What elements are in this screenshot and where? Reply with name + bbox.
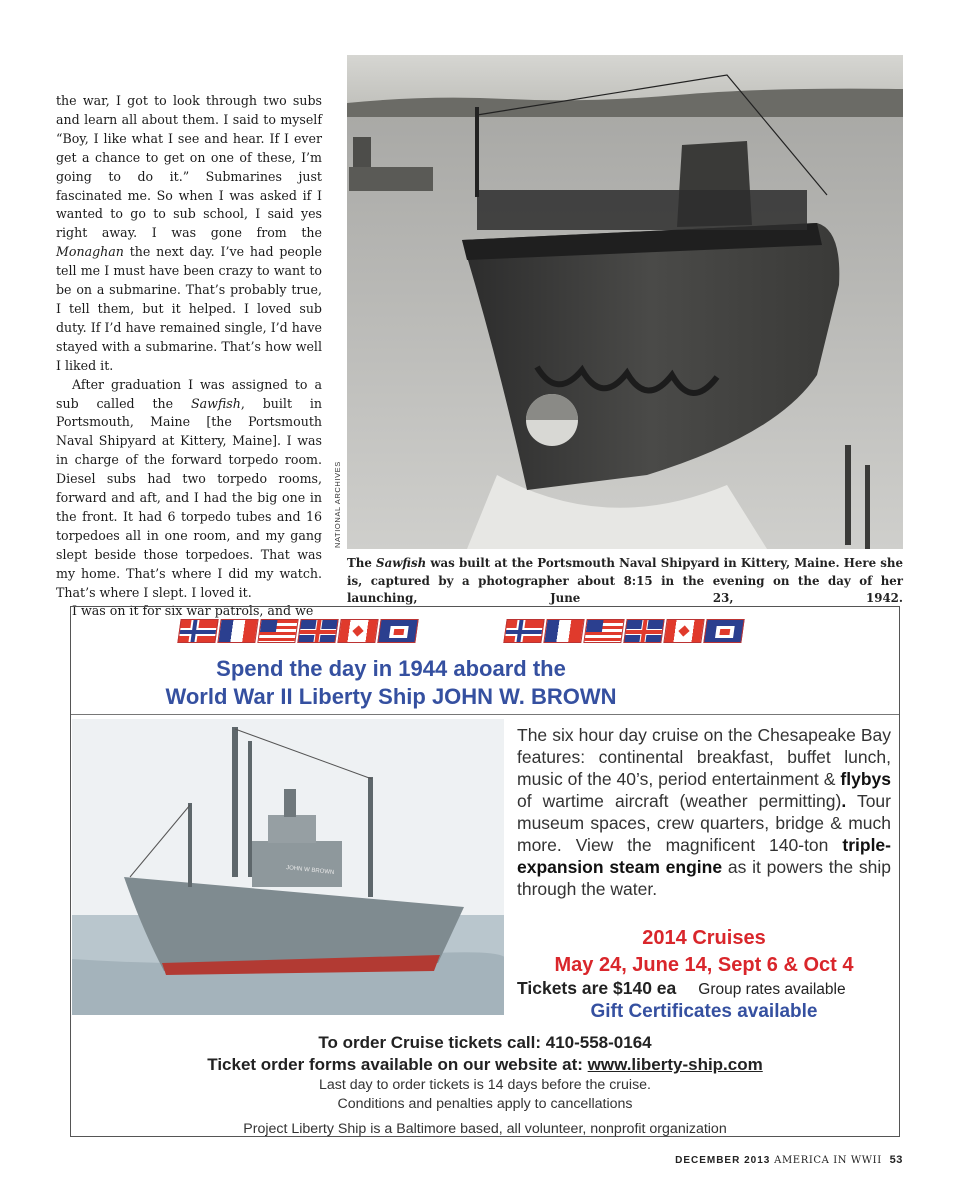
conditions-note: Conditions and penalties apply to cancellations	[337, 1096, 633, 1112]
norway-flag-icon	[503, 619, 544, 643]
cruises-title: 2014 Cruises	[642, 927, 766, 949]
ad-divider	[71, 714, 899, 715]
article-paragraph: I was on it for six war patrols, and we	[72, 603, 314, 619]
norway-flag-icon	[177, 619, 218, 643]
caption-ship-name: Sawfish	[376, 556, 427, 570]
flag-banner-left	[179, 619, 417, 643]
page-footer	[675, 1154, 903, 1166]
uk-flag-icon	[297, 619, 338, 643]
canada-flag-icon	[337, 619, 378, 643]
usa-flag-icon	[257, 619, 298, 643]
page-number: 53	[889, 1154, 903, 1166]
naval-ensign-icon	[377, 619, 418, 643]
liberty-ship-advertisement	[70, 606, 900, 1137]
photo-caption: The Sawfish was built at the Portsmouth Naval Shipyard in Kittery, Maine. Here she is, captured by a photographer about 8:15 in the evening on the day of her launching, June 23, 1942.	[347, 556, 904, 605]
hull-name-label: JOHN W BROWN	[285, 865, 335, 877]
submarine-photo-illustration	[347, 55, 903, 549]
ship-name: Monaghan	[56, 244, 124, 260]
issue-date: DECEMBER 2013	[675, 1155, 771, 1166]
cruise-dates: May 24, June 14, Sept 6 & Oct 4	[554, 954, 854, 976]
website-link[interactable]: www.liberty-ship.com	[587, 1055, 763, 1074]
cruise-schedule	[517, 925, 891, 979]
order-phone: To order Cruise tickets call: 410-558-0164	[318, 1033, 652, 1052]
article-paragraph: After graduation I was assigned to a sub called the Sawfish, built in Portsmouth, Maine [the Portsmouth Naval Shipyard at Kittery, Maine]. I was in charge of the forward torpedo room. Diesel subs had two torpedo rooms, forward and aft, and I had the big one in the front. It had 6 torpedo tubes and 16 torpedoes all in one room, and my gang slept beside those torpedoes. That was my home. That’s where I did my watch. That’s where I slept. I loved it.	[56, 376, 322, 600]
sawfish-launch-photo	[347, 55, 903, 549]
gift-certificates: Gift Certificates available	[590, 1001, 818, 1022]
order-info	[71, 1032, 899, 1139]
ship-name: Sawfish	[190, 395, 241, 411]
cruise-description: The six hour day cruise on the Chesapeake Bay features: continental breakfast, buffet lunch, music of the 40’s, period entertainment & flybys of wartime aircraft (weather permitting). Tour museum spaces, crew quarters, bridge & much more. View the magnificent 140-ton triple-expansion steam engine as it powers the ship through the water.	[517, 725, 892, 899]
order-website: Ticket order forms available on our website at: www.liberty-ship.com	[207, 1055, 763, 1074]
ticket-price: Tickets are $140 ea	[517, 978, 677, 998]
ad-headline: Spend the day in 1944 aboard the World War II Liberty Ship JOHN W. BROWN	[165, 656, 617, 709]
photo-credit: NATIONAL ARCHIVES	[333, 461, 342, 548]
group-rates-note: Group rates available	[698, 981, 846, 998]
ticket-pricing	[517, 978, 891, 999]
canada-flag-icon	[663, 619, 704, 643]
france-flag-icon	[543, 619, 584, 643]
flag-banner-right	[505, 619, 743, 643]
liberty-ship-photo	[72, 719, 504, 1015]
uk-flag-icon	[623, 619, 664, 643]
last-day-note: Last day to order tickets is 14 days before the cruise.	[319, 1077, 651, 1093]
organization-note: Project Liberty Ship is a Baltimore based, all volunteer, nonprofit organization	[243, 1121, 727, 1137]
france-flag-icon	[217, 619, 258, 643]
article-column	[56, 92, 322, 621]
naval-ensign-icon	[703, 619, 744, 643]
usa-flag-icon	[583, 619, 624, 643]
liberty-ship-illustration	[72, 719, 504, 1015]
article-paragraph: the war, I got to look through two subs and learn all about them. I said to myself “Boy, I like what I see and hear. If I ever get a chance to get on one of these, I’m going to do it.” Submarines just fascinated me. So when I was asked if I wanted to go to sub school, I said yes right away. I was gone from the Monaghan the next day. I’ve had people tell me I must have been crazy to want to be on a submarine. That’s probably true, I tell them, but it helped. I loved sub duty. If I’d have remained single, I’d have stayed with a submarine. That’s how well I liked it.	[56, 93, 322, 373]
magazine-name: AMERICA IN WWII	[774, 1155, 882, 1166]
